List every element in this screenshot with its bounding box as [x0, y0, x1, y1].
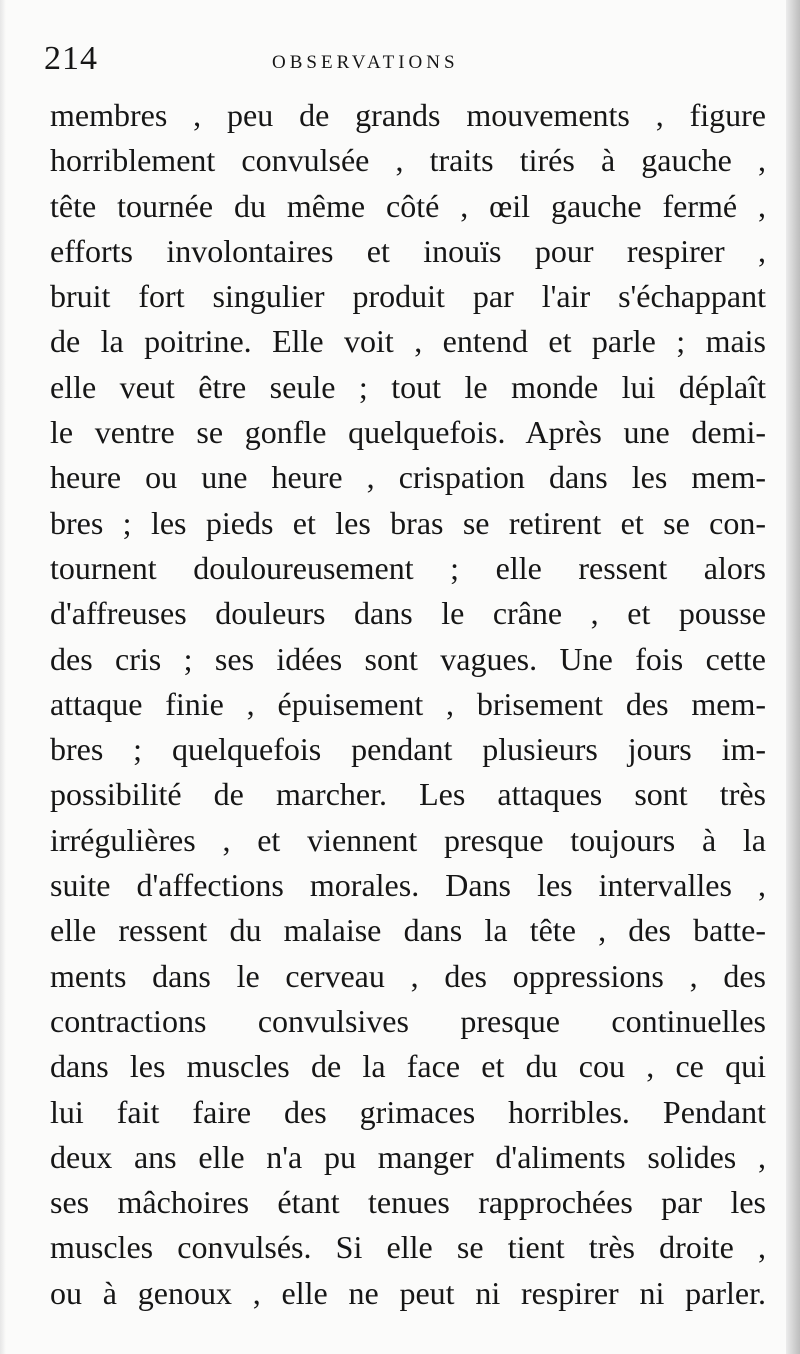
text-line: des cris ; ses idées sont vagues. Une fois cette [50, 640, 766, 677]
text-line: possibilité de marcher. Les attaques sont très [50, 776, 766, 813]
page-right-edge [786, 0, 800, 1354]
text-line: de la poitrine. Elle voit , entend et parle ; mais [50, 323, 766, 360]
running-title: OBSERVATIONS [272, 52, 459, 73]
text-line: membres , peu de grands mouvements , figure [50, 97, 766, 133]
text-line: bruit fort singulier produit par l'air s'échappant [50, 278, 766, 315]
text-line: ments dans le cerveau , des oppressions , des [50, 957, 766, 994]
text-line: ses mâchoires étant tenues rapprochées par les [50, 1184, 766, 1221]
text-line: heure ou une heure , crispation dans les mem- [50, 459, 766, 496]
text-line: tête tournée du même côté , œil gauche fermé , [50, 187, 766, 224]
body-text [50, 93, 766, 1316]
text-line: le ventre se gonfle quelquefois. Après une demi- [50, 414, 766, 451]
text-line: irrégulières , et viennent presque toujours à la [50, 821, 766, 858]
text-line: suite d'affections morales. Dans les intervalles , [50, 867, 766, 904]
page-number: 214 [44, 40, 98, 77]
text-line: tournent douloureusement ; elle ressent alors [50, 549, 766, 586]
text-line: deux ans elle n'a pu manger d'aliments solides , [50, 1138, 766, 1175]
text-line: muscles convulsés. Si elle se tient très droite , [50, 1229, 766, 1266]
text-line: bres ; les pieds et les bras se retirent et se con- [50, 504, 766, 541]
text-line: efforts involontaires et inouïs pour respirer , [50, 232, 766, 269]
text-line: attaque finie , épuisement , brisement des mem- [50, 685, 766, 722]
text-line: ou à genoux , elle ne peut ni respirer ni parler. [50, 1274, 766, 1311]
text-line: horriblement convulsée , traits tirés à gauche , [50, 142, 766, 179]
text-line: elle ressent du malaise dans la tête , des batte- [50, 912, 766, 949]
text-line: contractions convulsives presque continuelles [50, 1002, 766, 1039]
text-line: lui fait faire des grimaces horribles. Pendant [50, 1093, 766, 1130]
page-left-shadow [0, 0, 6, 1354]
text-line: d'affreuses douleurs dans le crâne , et pousse [50, 595, 766, 632]
text-line: dans les muscles de la face et du cou , ce qui [50, 1048, 766, 1085]
text-line: elle veut être seule ; tout le monde lui déplaît [50, 368, 766, 405]
text-line: bres ; quelquefois pendant plusieurs jours im- [50, 731, 766, 768]
